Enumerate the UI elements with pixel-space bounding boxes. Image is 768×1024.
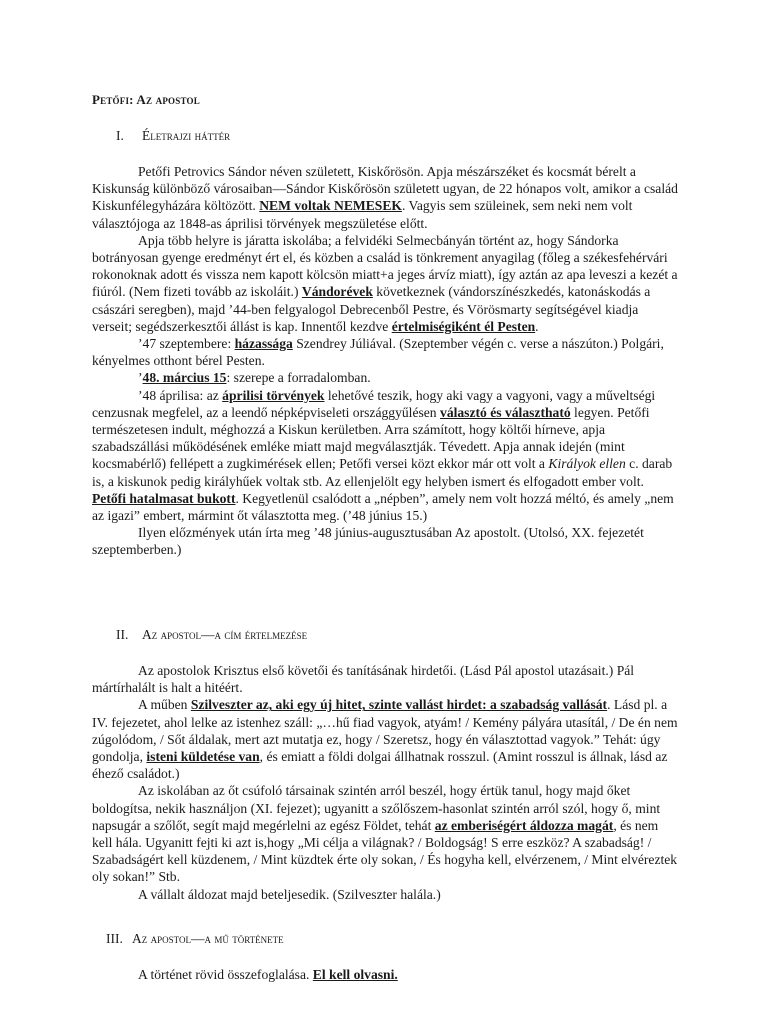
section-body-2 (92, 662, 678, 903)
text-run: ’47 szeptembere: (138, 336, 235, 352)
paragraph (92, 662, 678, 696)
text-run: c. darab is, a kiskunok pedig királyhűek voltak stb. Az ellenjelölt egy helyben ismert és elfogadott ember volt. (92, 456, 673, 489)
section-heading-1 (116, 128, 230, 144)
text-run: lehetővé teszik, hogy aki vagy a vagyoni, vagy a műveltségi cenzusnak megfelel, az a leendő népképviseleti országgyűlésen (92, 387, 656, 420)
text-run: A műben (138, 697, 191, 713)
text-run: Az apostolok Krisztus első követői és tanításának hirdetői. (Lásd Pál apostol utazásait.) Pál mártírhalált is halt a hitéért. (92, 663, 635, 696)
emphasized-text: Petőfi hatalmasat bukott (92, 490, 236, 506)
text-run: Az iskolában az őt csúfoló társainak szintén arról beszél, hogy értük tanul, hogy majd őket boldogítsa, nekik használjon (XI. fejezet); ugyanitt a szőlőszem-hasonlat szintén arról szól, hogy ő, mint napsugár a szőlőt, segít majd megérlelni az egész Földet, tehát (92, 783, 661, 833)
paragraph (92, 886, 678, 903)
paragraph (92, 524, 678, 558)
emphasized-text: Szilveszter az, aki egy új hitet, szinte vallást hirdet: a szabadság vallását (190, 697, 608, 713)
paragraph (92, 966, 678, 983)
emphasized-text: választó és választható (440, 404, 571, 420)
paragraph (92, 335, 678, 369)
emphasized-text: Vándorévek (301, 284, 373, 300)
paragraph (92, 387, 678, 525)
text-run: Petőfi Petrovics Sándor néven született, Kiskőrösön. Apja mészárszéket és kocsmát bérelt a Kiskunság különböző városaiban—Sándor Kiskőrösön született ugyan, de 22 hónapos volt, amikor a család Kiskunfélegyházára költözött. (92, 164, 678, 214)
emphasized-text: isteni küldetése van (146, 749, 260, 765)
text-run: , és nem kell hála. Ugyanitt fejti ki azt is,hogy „Mi célja a világnak? / Boldogság! S erre eszköz? A szabadság! / Szabadságért kell küzdenem, / Mint küzdtek érte oly sokan, / És hogyha kell, elvérzenem, / Mint elvéreztek oly sokan!” Stb. (92, 817, 678, 885)
paragraph (92, 369, 678, 386)
section-title: Az apostol—a mű története (132, 931, 284, 946)
emphasized-text: NEM voltak NEMESEK (259, 198, 402, 214)
text-run: következnek (vándorszínészkedés, katonáskodás a császári seregben), majd ’44-ben felgyalogol Debrecenből Pestre, és Vörösmarty segítségével kiadja verseit; segédszerkesztői állást is kap. Innentől kezdve (92, 284, 651, 334)
text-run: , és emiatt a földi dolgai állhatnak rosszul. (Amint rosszul is állnak, lásd az éhező családot.) (92, 749, 668, 782)
text-run: . (535, 318, 539, 334)
text-run: Apja több helyre is járatta iskolába; a felvidéki Selmecbányán történt az, hogy Sándorka botrányosan gyenge eredményt ért el, és közben a család is tönkrement anyagilag (főleg a székesfehérvári rokonoknak adott és vissza nem kapott kölcsön miatt+a jeges árvíz miatt), így aztán az apa leveszi a kezét a fiúról. (Nem fizeti tovább az iskoláit.) (92, 232, 678, 300)
paragraph (92, 782, 678, 885)
text-run: A történet rövid összefoglalása. (138, 967, 313, 982)
text-run: : szerepe a forradalomban. (226, 370, 371, 386)
section-heading-3 (106, 931, 284, 947)
section-body-1 (92, 163, 678, 559)
emphasized-text: az emberiségért áldozza magát (434, 817, 614, 833)
emphasized-text: 48. március 15 (142, 370, 227, 386)
emphasized-text: El kell olvasni. (312, 967, 398, 982)
section-heading-2 (116, 627, 307, 643)
text-run: . Kegyetlenül csalódott a „népben”, amely nem volt hozzá méltó, és amely „nem az igazi” embert, mármint őt választotta meg. (’48 június 15.) (92, 490, 674, 524)
section-body-3 (92, 966, 678, 983)
section-number: II. (116, 627, 129, 642)
italic-title: Királyok ellen (548, 456, 626, 472)
document-title: Petőfi: Az apostol (92, 92, 200, 107)
paragraph (92, 696, 678, 782)
text-run: . Lásd pl. a IV. fejezetet, ahol lelke az istenhez száll: „…hű fiad vagyok, atyám! / Kemény pályára utasítál, / De én nem zúgolódom, / Sőt áldalak, mert azt mutatja ez, hogy / Szeretsz, hogy én választottad vagyok.” Tehát: úgy gondolja, (92, 697, 678, 765)
text-run: . Vagyis sem szüleinek, sem neki nem volt választójoga az 1848-as áprilisi törvények megszületése előtt. (92, 198, 633, 231)
section-title: Az apostol—a cím értelmezése (142, 627, 308, 642)
text-run: Szendrey Júliával. (Szeptember végén c. verse a nászúton.) Polgári, kényelmes otthont bérel Pesten. (92, 336, 664, 369)
paragraph (92, 232, 678, 335)
section-number: I. (116, 128, 124, 143)
section-number: III. (106, 931, 123, 946)
text-run: ’48 áprilisa: az (138, 387, 223, 403)
text-run: Ilyen előzmények után írta meg ’48 június-augusztusában Az apostolt. (Utolsó, XX. fejezetét szeptemberben.) (92, 525, 644, 558)
text-run: ’ (138, 370, 143, 386)
section-title: Életrajzi háttér (142, 128, 231, 143)
emphasized-text: házassága (234, 336, 293, 352)
text-run: legyen. Petőfi természetesen indult, méghozzá a Kiskun kerületben. Arra számított, hogy költői hírneve, apja szabadszállási működésének emléke miatt majd megválasztják. Tévedett. Apja annak idején (mint kocsmabérlő) fellépett a zugkimérések ellen; Petőfi versei közt ekkor már ott volt a (92, 404, 650, 472)
emphasized-text: áprilisi törvények (222, 387, 325, 403)
emphasized-text: értelmiségiként él Pesten (391, 318, 536, 334)
paragraph (92, 163, 678, 232)
text-run: A vállalt áldozat majd beteljesedik. (Szilveszter halála.) (138, 886, 441, 902)
